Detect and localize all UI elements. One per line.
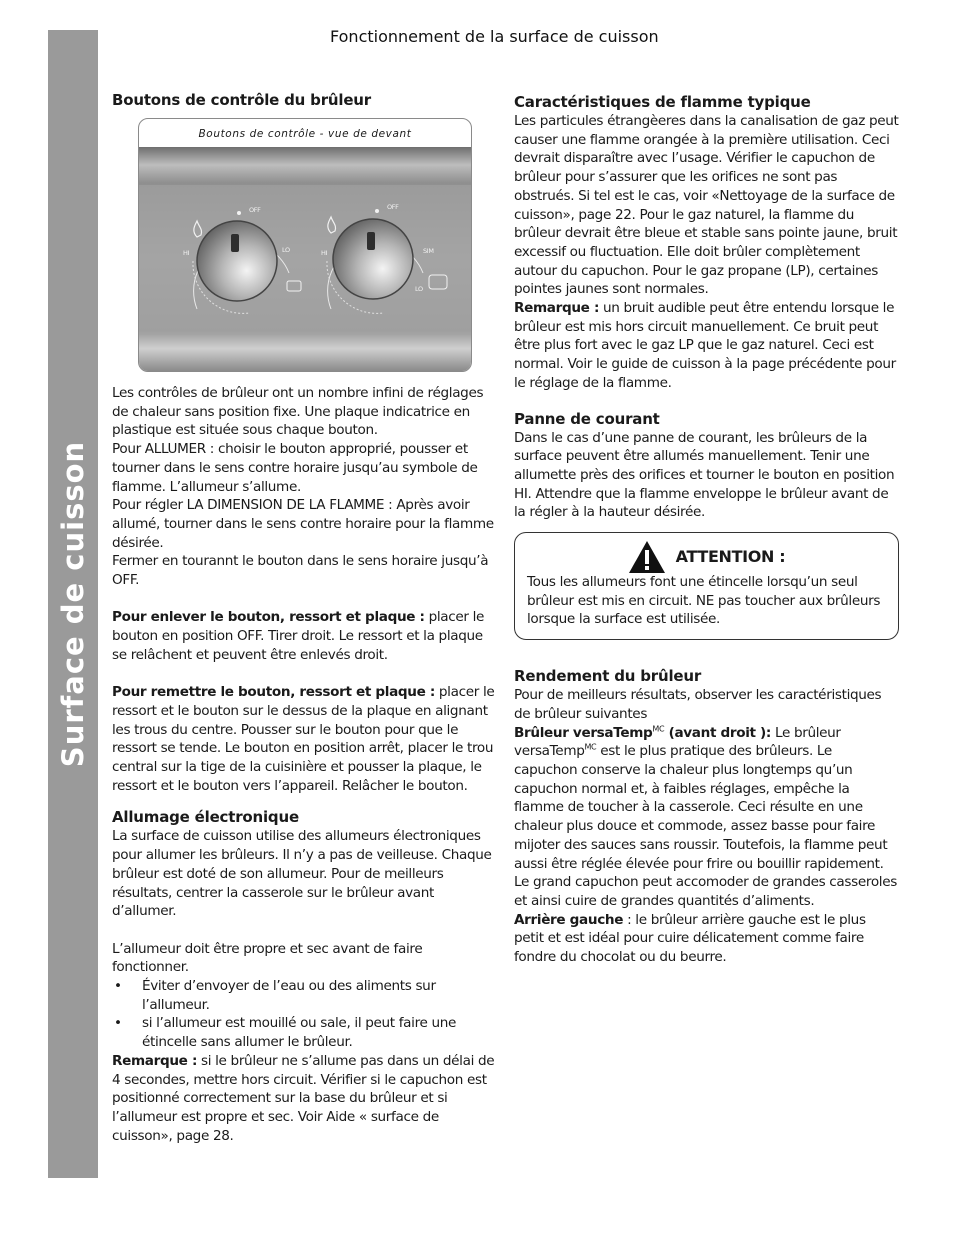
bullet-text: Éviter d’envoyer de l’eau ou des aliments sur l’allumeur. xyxy=(142,978,436,1013)
remove-knob-paragraph xyxy=(112,608,496,664)
attention-title: ATTENTION : xyxy=(675,546,786,566)
controls-paragraph-3: Pour régler LA DIMENSION DE LA FLAMME : Après avoir allumé, tourner dans le sens contre horaire pour la flamme désirée. xyxy=(112,497,494,551)
remove-knob-label: Pour enlever le bouton, ressort et plaque : xyxy=(112,609,425,626)
flame-note xyxy=(514,299,899,393)
right-knob-off-label: OFF xyxy=(387,203,399,211)
versatemp-text-2: est le plus pratique des brûleurs. Le capuchon conserve la chaleur plus longtemps qu’un capuchon normal et, à faibles réglages, empêche la flamme de toucher à la casserole. Ceci résulte en une chaleur plus douce et commode, assez basse pour faire mijoter des sauces sans roussir. Toutefois, la flamme peut aussi être réglée élevée pour frire ou bouillir rapidement. Le grand capuchon peut accomoder de grandes casseroles et ainsi cuire de grandes quantités d’aliments. xyxy=(514,743,897,909)
remove-knob-text: placer le bouton en position OFF. Tirer droit. Le ressort et la plaque se relâchent et peuvent être enlevés droit. xyxy=(112,609,485,663)
flame-paragraph: Les particules étrangèeres dans la canalisation de gaz peut causer une flamme orangée à la première utilisation. Ceci devrait disparaître avec l’usage. Vérifier le capuchon de brûleur pour s’assurer que les orifices ne sont pas obstrués. Si tel est le cas, voir «Nettoyage de la surface de cuisson», page 22. Pour le gaz naturel, la flamme du brûleur devrait être bleue et stable sans pointe jaune, bruit excessif ou fluctuation. Elle doit brûler complètement autour du capuchon. Pour le gaz propane (LP), certaines pointes jaunes sont normales. xyxy=(514,113,899,298)
replace-knob-label: Pour remettre le bouton, ressort et plaque : xyxy=(112,684,435,701)
controls-heading: Boutons de contrôle du brûleur xyxy=(112,91,371,109)
rear-left-paragraph xyxy=(514,911,899,967)
left-knob-lo-label: LO xyxy=(282,246,290,254)
power-failure-paragraph: Dans le cas d’une panne de courant, les brûleurs de la surface peuvent être allumés manuellement. Tenir une allumette près des orifices et tourner le bouton en position HI. Attendre que la flamme enveloppe le brûleur avant de la régler à la hauteur désirée. xyxy=(514,429,895,521)
trademark-sup: MC xyxy=(652,724,665,734)
control-knobs-figure xyxy=(138,118,472,372)
note-text: si le brûleur ne s’allume pas dans un délai de 4 secondes, mettre hors circuit. Vérifier si le capuchon est positionné correctement sur la base du brûleur et si l’allumeur est propre et sec. Voir Aide « surface de cuisson», page 28. xyxy=(112,1052,495,1144)
replace-knob-text: placer le ressort et le bouton sur le dessus de la plaque en alignant les trous du centre. Pousser sur le bouton pour que le ressort se tende. Le bouton en position arrêt, placer le trou central sur la tige de la cuisinière et pousser la plaque, le ressort et le bouton vers l’appareil. Relâcher le bouton. xyxy=(112,684,495,794)
right-knob-lo-label: LO xyxy=(415,285,423,293)
versatemp-text-1: Le brûleur versaTemp xyxy=(514,724,841,760)
yield-heading: Rendement du brûleur xyxy=(514,667,702,686)
versatemp-paragraph xyxy=(514,724,899,911)
list-item xyxy=(112,1014,496,1051)
bullet-marker: • xyxy=(114,1015,122,1032)
right-knob-sim-label: SIM xyxy=(423,247,434,255)
note-label: Remarque : xyxy=(112,1052,198,1069)
yield-paragraph: Pour de meilleurs résultats, observer les caractéristiques de brûleur suivantes xyxy=(514,687,882,722)
flame-heading: Caractéristiques de flamme typique xyxy=(514,93,811,111)
power-failure-heading: Panne de courant xyxy=(514,409,660,428)
knobs-illustration xyxy=(139,141,471,371)
ignition-heading: Allumage électronique xyxy=(112,808,299,827)
list-item xyxy=(112,977,496,1014)
left-column xyxy=(112,90,496,1145)
page-header: Fonctionnement de la surface de cuisson xyxy=(330,27,659,46)
rear-left-text: : le brûleur arrière gauche est le plus petit et est idéal pour cuire délicatement comme faire fondre du chocolat ou du beurre. xyxy=(514,911,866,966)
bullet-marker: • xyxy=(114,978,122,995)
note-text: un bruit audible peut être entendu lorsque le brûleur est mis hors circuit manuellement. Ce bruit peut être plus fort avec le gaz LP que le gaz naturel. Ceci est normal. Voir le guide de cuisson à la page précédente pour le réglage de la flamme. xyxy=(514,300,896,391)
right-knob-hi-label: HI xyxy=(321,249,328,257)
attention-text: Tous les allumeurs font une étincelle lorsqu’un seul brûleur est mis en circuit. NE pas toucher aux brûleurs lorsque la surface est utilisée. xyxy=(527,574,881,628)
versatemp-label-suffix: (avant droit ): xyxy=(664,724,771,741)
figure-caption: Boutons de contrôle - vue de devant xyxy=(198,128,412,140)
trademark-sup: MC xyxy=(584,742,597,752)
ignition-note xyxy=(112,1052,496,1146)
sidebar-title: Surface de cuisson xyxy=(56,440,90,768)
controls-paragraph-2: Pour ALLUMER : choisir le bouton approprié, pousser et tourner dans le sens contre horaire jusqu’au symbole de flamme. L’allumeur s’allume. xyxy=(112,441,478,495)
rear-left-label: Arrière gauche xyxy=(514,911,624,928)
versatemp-label: Brûleur versaTemp xyxy=(514,724,653,741)
controls-paragraph-4: Fermer en tourannt le bouton dans le sens horaire jusqu’à OFF. xyxy=(112,553,489,589)
controls-paragraph-1: Les contrôles de brûleur ont un nombre infini de réglages de chaleur sans position fixe. Une plaque indicatrice en plastique est située sous chaque bouton. xyxy=(112,385,484,439)
attention-box xyxy=(514,532,899,640)
left-knob-hi-label: HI xyxy=(183,249,190,257)
replace-knob-paragraph xyxy=(112,683,496,795)
ignition-paragraph-1: La surface de cuisson utilise des allumeurs électroniques pour allumer les brûleurs. Il n’y a pas de veilleuse. Chaque brûleur est doté de son allumeur. Pour de meilleurs résultats, centrer la casserole sur le brûleur avant d’allumer. xyxy=(112,828,492,920)
left-knob-off-label: OFF xyxy=(249,206,261,214)
bullet-text: si l’allumeur est mouillé ou sale, il peut faire une étincelle sans allumer le brûleur. xyxy=(142,1015,457,1051)
warning-triangle-icon xyxy=(628,540,666,574)
note-label: Remarque : xyxy=(514,300,600,317)
right-column xyxy=(514,92,899,967)
ignition-paragraph-2: L’allumeur doit être propre et sec avant de faire fonctionner. xyxy=(112,940,423,976)
